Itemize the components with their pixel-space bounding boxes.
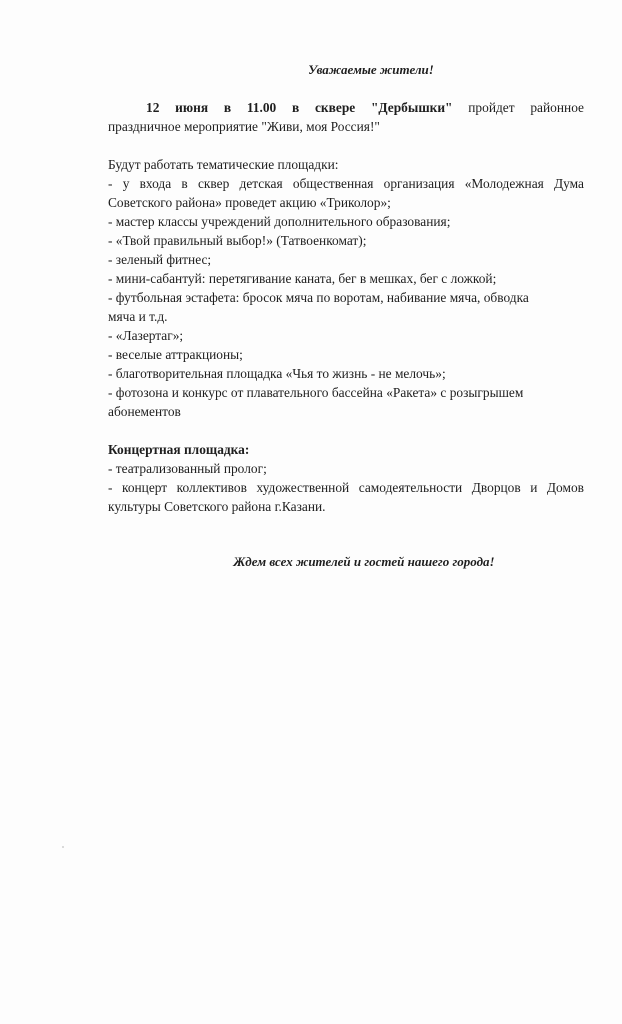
platform-item: абонементов <box>108 404 181 419</box>
intro-date-place: 12 июня в 11.00 в сквере "Дербышки" <box>146 100 453 115</box>
platform-item: - «Твой правильный выбор!» (Татвоенкомат); <box>108 233 367 248</box>
concert-item: - театрализованный пролог; <box>108 461 267 476</box>
platform-item: - у входа в сквер детская общественная организация «Молодежная Дума <box>108 176 584 191</box>
closing-invitation: Ждем всех жителей и гостей нашего города! <box>233 554 495 569</box>
platform-item: - зеленый фитнес; <box>108 252 212 267</box>
platform-item: - благотворительная площадка «Чья то жизнь - не мелочь»; <box>108 366 446 381</box>
platform-item: - фотозона и конкурс от плавательного бассейна «Ракета» с розыгрышем <box>108 385 524 400</box>
platform-item: Советского района» проведет акцию «Триколор»; <box>108 195 391 210</box>
document-title: Уважаемые жители! <box>308 62 434 77</box>
intro-line-2: праздничное мероприятие "Живи, моя Россия!" <box>108 119 380 134</box>
intro-rest: пройдет районное <box>452 100 584 115</box>
platforms-heading: Будут работать тематические площадки: <box>108 157 339 172</box>
concert-item: - концерт коллективов художественной самодеятельности Дворцов и Домов <box>108 480 584 495</box>
intro-line-1 <box>146 98 584 117</box>
platform-item: - веселые аттракционы; <box>108 347 243 362</box>
concert-heading: Концертная площадка: <box>108 442 250 457</box>
platform-item: - мини-сабантуй: перетягивание каната, бег в мешках, бег с ложкой; <box>108 271 497 286</box>
scan-speck <box>62 846 64 848</box>
platform-item: - мастер классы учреждений дополнительного образования; <box>108 214 451 229</box>
concert-item: культуры Советского района г.Казани. <box>108 499 326 514</box>
platform-item: - «Лазертаг»; <box>108 328 184 343</box>
platform-item: мяча и т.д. <box>108 309 168 324</box>
platform-item: - футбольная эстафета: бросок мяча по воротам, набивание мяча, обводка <box>108 290 529 305</box>
